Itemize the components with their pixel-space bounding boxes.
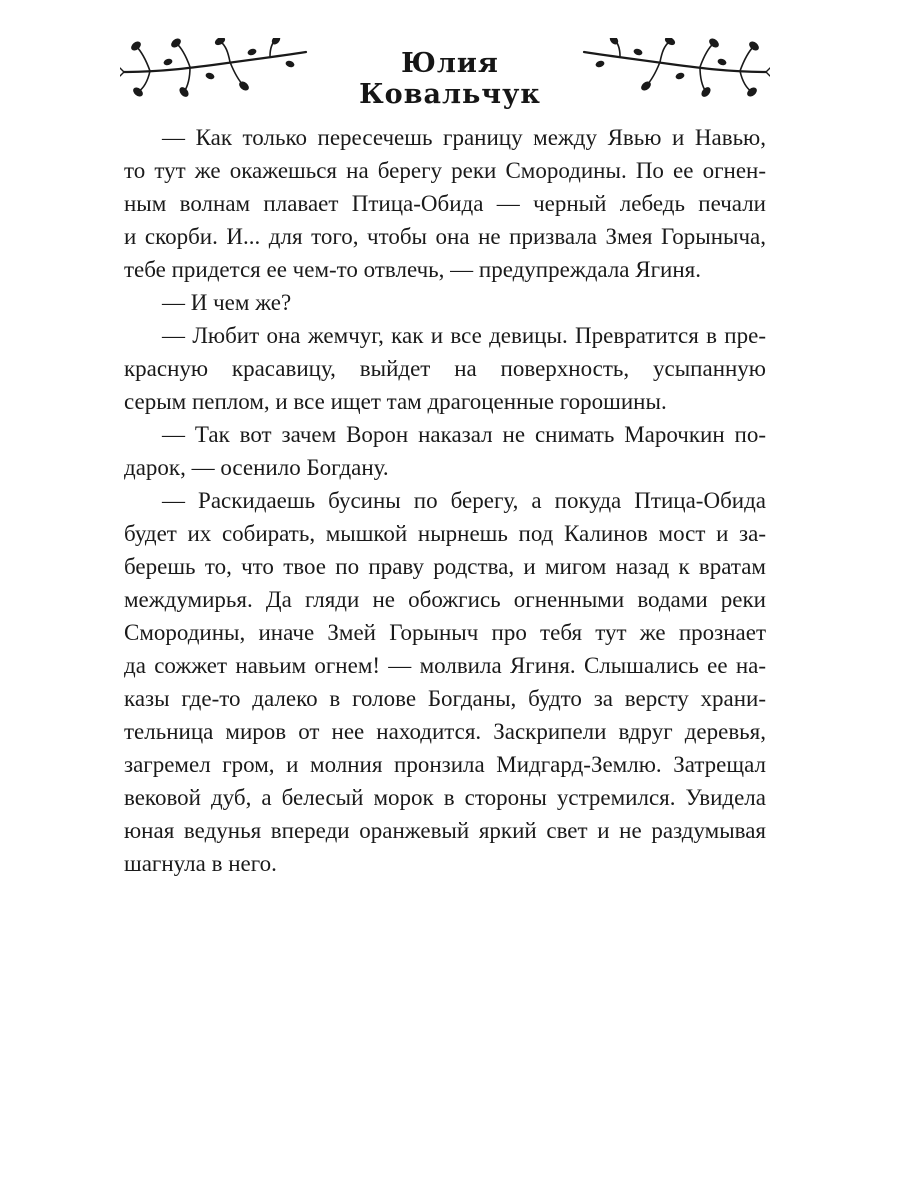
text-line: — И чем же? <box>162 290 292 315</box>
text-line: вековой дуб, а белесый морок в стороны устремился. Увидела <box>124 785 766 810</box>
text-line: юная ведунья впереди оранжевый яркий свет и не раздумывая <box>124 818 766 843</box>
branch-ornament-right <box>580 38 770 98</box>
text-line: берешь то, что твое по праву родства, и мигом назад к вратам <box>124 554 766 579</box>
text-line: да сожжет навьим огнем! — молвила Ягиня. Слышались ее на- <box>124 653 766 678</box>
text-line: дарок, — осенило Богдану. <box>124 455 389 480</box>
text-line: серым пеплом, и все ищет там драгоценные горошины. <box>124 389 667 414</box>
text-line: междумирья. Да гляди не обожгись огненными водами реки <box>124 587 766 612</box>
text-line: шагнула в него. <box>124 851 277 876</box>
text-line: Смородины, иначе Змей Горыныч про тебя тут же прознает <box>124 620 766 645</box>
text-line: — Раскидаешь бусины по берегу, а покуда Птица-Обида <box>162 488 766 513</box>
text-line: — Любит она жемчуг, как и все девицы. Превратится в пре- <box>162 323 766 348</box>
text-line: ным волнам плавает Птица-Обида — черный лебедь печали <box>124 191 766 216</box>
text-line: загремел гром, и молния пронзила Мидгард-Землю. Затрещал <box>124 752 766 777</box>
text-line: казы где-то далеко в голове Богданы, будто за версту храни- <box>124 686 766 711</box>
text-line: тебе придется ее чем-то отвлечь, — предупреждала Ягиня. <box>124 257 701 282</box>
text-line: то тут же окажешься на берегу реки Смородины. По ее огнен- <box>124 158 766 183</box>
text-line: будет их собирать, мышкой нырнешь под Калинов мост и за- <box>124 521 766 546</box>
text-line: и скорби. И... для того, чтобы она не призвала Змея Горыныча, <box>124 224 766 249</box>
body-text <box>124 121 766 880</box>
text-line: — Как только пересечешь границу между Явью и Навью, <box>162 125 766 150</box>
author-name: Юлия Ковальчук <box>359 48 541 110</box>
text-line: — Так вот зачем Ворон наказал не снимать Марочкин по- <box>162 422 766 447</box>
page-header <box>0 38 900 110</box>
text-line: красную красавицу, выйдет на поверхность, усыпанную <box>124 356 766 381</box>
branch-ornament-left <box>120 38 310 98</box>
text-line: тельница миров от нее находится. Заскрипели вдруг деревья, <box>124 719 766 744</box>
